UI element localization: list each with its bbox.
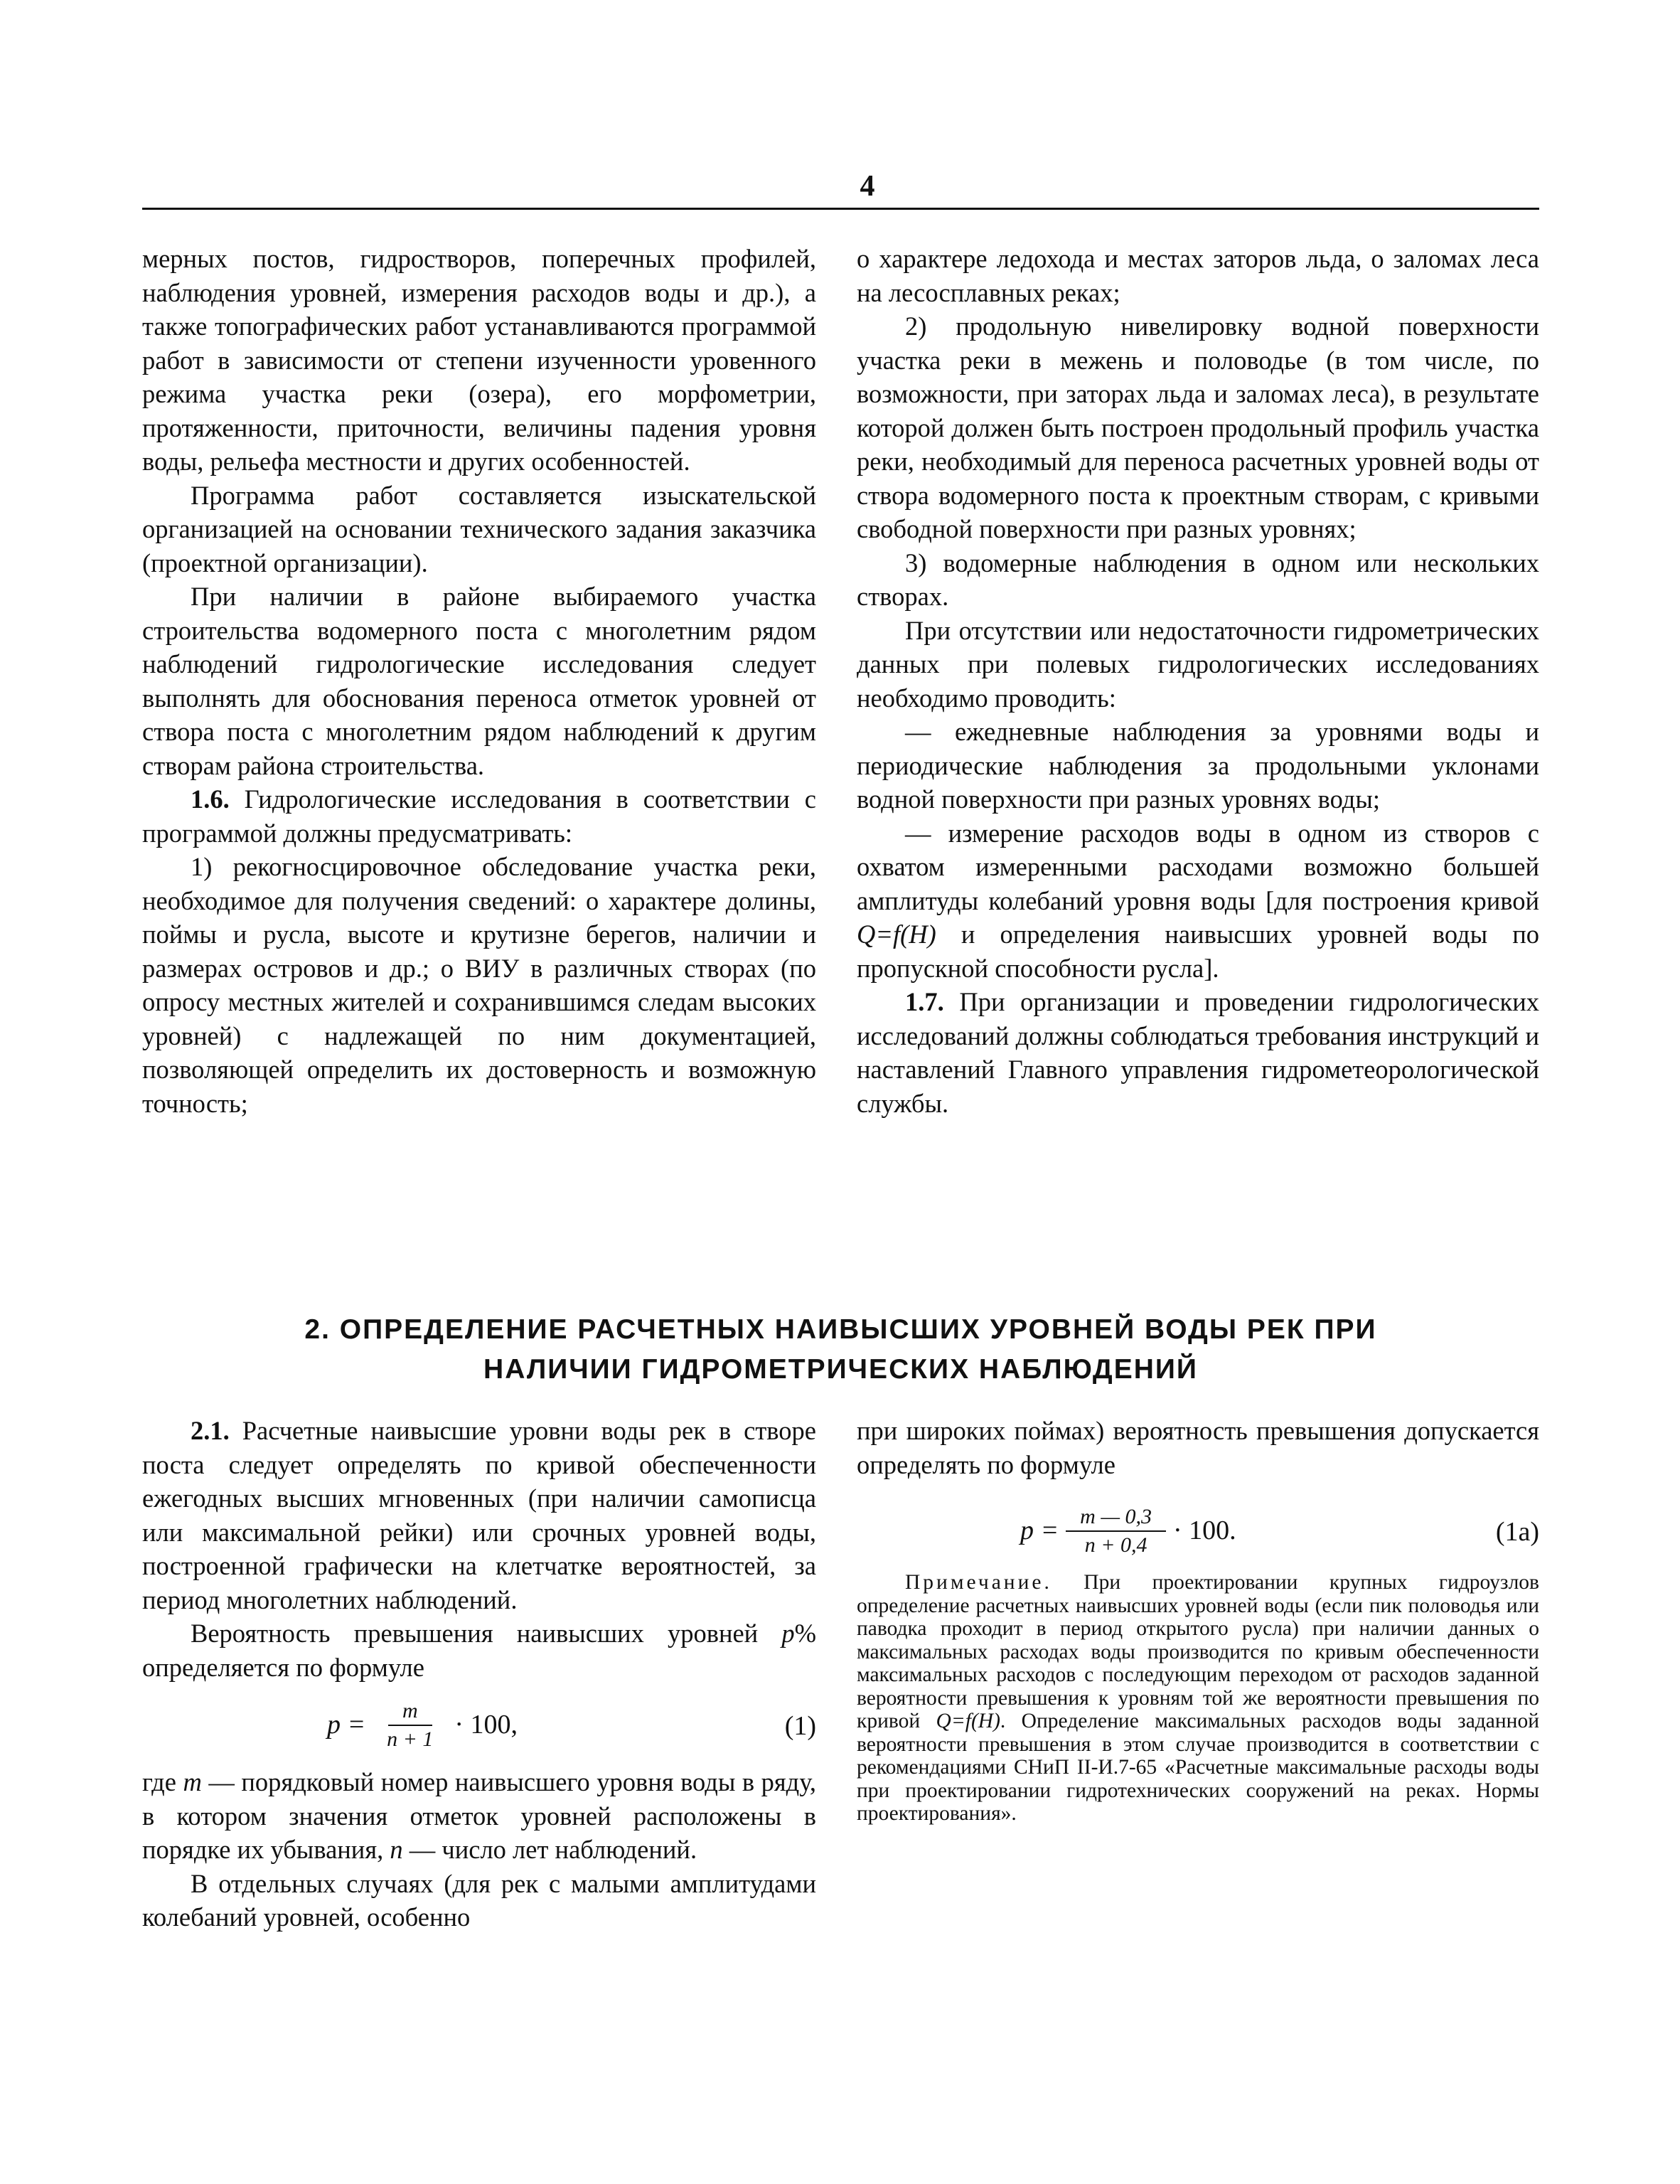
text-run: — число лет наблюдений. — [402, 1835, 697, 1864]
dash-item-2 — [857, 816, 1539, 986]
text-run: Вероятность превышения наивысших уровней — [191, 1619, 782, 1648]
paragraph: при широких поймах) вероятность превышения допускается определять по формуле — [857, 1416, 1539, 1479]
paragraph: При наличии в районе выбираемого участка строительства водомерного поста с многолетним рядом наблюдений гидрологические исследования следует выполнять для обоснования переноса отметок уровней от створа поста с многолетним рядом наблюдений к другим створам района строительства. — [142, 582, 816, 780]
section-title-line: НАЛИЧИИ ГИДРОМЕТРИЧЕСКИХ НАБЛЮДЕНИЙ — [483, 1354, 1198, 1385]
denominator: n + 1 — [387, 1727, 434, 1751]
section-title — [142, 1310, 1539, 1390]
clause-number: 1.6. — [191, 784, 230, 814]
clause-text: При организации и проведении гидрологических исследований должны соблюдаться требования инструкций и наставлений Главного управления гидрометеорологической службы. — [857, 987, 1539, 1118]
text-run: При проектировании крупных гидроузлов определение расчетных наивысших уровней воды (если пик половодья или паводка проходит в период открытого русла) при наличии данных о максимальных расходах воды производится по кривым обеспеченности максимальных расходов с последующим переходом от расходов заданной вероятности превышения к уровням той же вероятности превышения по кривой — [857, 1571, 1539, 1732]
top-right-column — [857, 242, 1539, 1120]
variable-p: p — [781, 1619, 795, 1648]
numerator: m — 0,3 — [1066, 1505, 1166, 1532]
paragraph — [142, 1616, 816, 1684]
clause-number: 2.1. — [191, 1416, 230, 1445]
bottom-right-column — [857, 1414, 1539, 1826]
paragraph: В отдельных случаях (для рек с малыми амплитудами колебаний уровней, особенно — [142, 1868, 816, 1932]
formula-rhs: · 100. — [1173, 1516, 1236, 1546]
clause-text: Расчетные наивысшие уровни воды рек в створе поста следует определять по кривой обеспеченности ежегодных высших мгновенных (при наличии самописца или максимальной рейки) или срочных уровней воды, построенной графически на клетчатке вероятностей, за период многолетних наблюдений. — [142, 1416, 816, 1614]
clause-text: Гидрологические исследования в соответствии с программой должны предусматривать: — [142, 784, 816, 848]
paragraph: Программа работ составляется изыскательской организацией на основании технического задания заказчика (проектной организации). — [142, 480, 816, 577]
footnote-note — [857, 1571, 1539, 1826]
formula-1a — [857, 1498, 1539, 1564]
paragraph: мерных постов, гидроcтворов, поперечных профилей, наблюдения уровней, измерения расходов воды и др.), а также топографических работ устанавливаются программой работ в зависимости от степени изученности уровенного режима участка реки (озера), его морфометрии, протяженности, приточности, величины падения уровня воды, рельефа местности и других особенностей. — [142, 244, 816, 476]
list-item-3: 3) водомерные наблюдения в одном или нескольких створах. — [857, 548, 1539, 611]
fraction — [1066, 1505, 1166, 1557]
variable-m: m — [183, 1767, 202, 1796]
clause-number: 1.7. — [905, 987, 944, 1016]
formula-number: (1) — [784, 1711, 816, 1741]
formula-rhs: · 100, — [454, 1710, 518, 1740]
bottom-left-column — [142, 1414, 816, 1934]
formula-expression — [1020, 1498, 1236, 1564]
clause-1-6 — [142, 782, 816, 850]
numerator: m — [388, 1699, 432, 1726]
paragraph: о характере ледохода и местах заторов льда, о заломах леса на лесосплавных реках; — [857, 244, 1539, 307]
formula-inline: Q=f(H) — [936, 1710, 1000, 1732]
clause-1-7 — [857, 985, 1539, 1120]
formula-expression — [327, 1693, 518, 1758]
formula-inline: Q=f(H) — [857, 920, 936, 949]
text-run: — порядковый номер наивысшего уровня воды в ряду, в котором значения отметок уровней расположены в порядке их убывания, — [142, 1767, 816, 1864]
dash-item-1: — ежедневные наблюдения за уровнями воды и периодические наблюдения за продольными уклонами водной поверхности при разных уровнях воды; — [857, 717, 1539, 814]
text-run: где — [142, 1767, 183, 1796]
text-run: . Определение максимальных расходов воды заданной вероятности превышения в этом случае производится в соответствии с рекомендациями СНиП II-И.7-65 «Расчетные максимальные расходы воды при проектировании гидротехнических сооружений на реках. Нормы проектирования». — [857, 1710, 1540, 1825]
clause-2-1 — [142, 1414, 816, 1616]
list-item-2: 2) продольную нивелировку водной поверхности участка реки в межень и половодье (в том числе, по возможности, при заторах льда и заломах леса), в результате которой должен быть построен продольный профиль участка реки, необходимый для переноса расчетных уровней воды от створа водомерного поста к проектным створам, с кривыми свободной поверхности при разных уровнях; — [857, 311, 1539, 543]
section-title-line: 2. ОПРЕДЕЛЕНИЕ РАСЧЕТНЫХ НАИВЫСШИХ УРОВНЕЙ ВОДЫ РЕК ПРИ — [304, 1314, 1377, 1345]
formula-number: (1a) — [1495, 1517, 1539, 1547]
formula-1 — [142, 1693, 816, 1758]
formula-lhs: p = — [1020, 1516, 1059, 1546]
paragraph: При отсутствии или недостаточности гидрометрических данных при полевых гидрологических исследованиях необходимо проводить: — [857, 615, 1539, 713]
denominator: n + 0,4 — [1084, 1533, 1147, 1557]
fraction — [373, 1699, 447, 1752]
paragraph — [142, 1765, 816, 1867]
variable-n: n — [390, 1835, 403, 1864]
formula-lhs: p = — [327, 1710, 366, 1740]
top-left-column — [142, 242, 816, 1120]
text-run: % определяется по формуле — [142, 1619, 816, 1682]
note-heading: Примечание. — [905, 1571, 1052, 1594]
list-item-1: 1) рекогносцировочное обследование участка реки, необходимое для получения сведений: о характере долины, поймы и русла, высоте и крутизне берегов, наличии и размерах островов и др.; о ВИУ в различных створах (по опросу местных жителей и сохранившимся следам высоких уровней) с надлежащей по ним документацией, позволяющей определить их достоверность и возможную точность; — [142, 852, 816, 1118]
header-rule — [142, 208, 1539, 210]
text-run: — измерение расходов воды в одном из створов с охватом измеренными расходами возможно большей амплитуды колебаний уровня воды [для построения кривой — [857, 818, 1539, 915]
text-run: и определения наивысших уровней воды по пропускной способности русла]. — [857, 920, 1539, 983]
page-number: 4 — [860, 170, 875, 203]
